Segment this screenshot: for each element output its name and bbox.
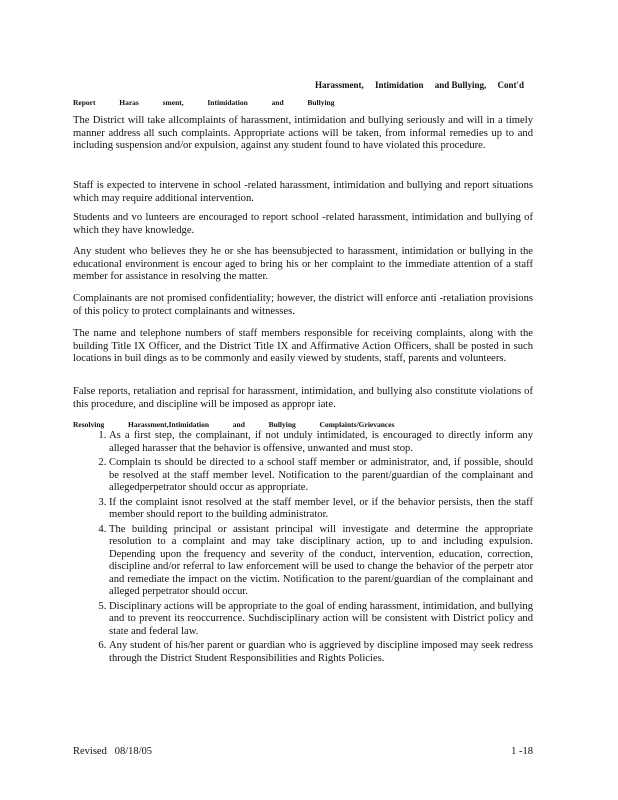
list-item: 3. If the complaint isnot resolved at the staff member level, or if the behavior persists, then the staff member should report to the building administrator. — [109, 497, 533, 522]
list-item: 1. As a first step, the complainant, if not unduly intimidated, is encouraged to directly inform any alleged harasser that the behavior is offensive, unwanted and must stop. — [109, 430, 533, 455]
page-header-title: Harassment, Intimidation and Bullying, Cont'd — [315, 80, 525, 90]
resolution-steps-list — [73, 430, 533, 667]
paragraph: False reports, retaliation and reprisal for harassment, intimidation, and bullying also constitute violations of this procedure, and discipline will be imposed as appropr iate. — [73, 386, 533, 410]
paragraph: Staff is expected to intervene in school -related harassment, intimidation and bullying and report situations which may require additional intervention. — [73, 180, 533, 204]
list-item: 5. Disciplinary actions will be appropriate to the goal of ending harassment, intimidation, and bullying and to prevent its reoccurrence. Suchdisciplinary action will be consistent with District policy and state and federal law. — [109, 601, 533, 639]
paragraph: Complainants are not promised confidentiality; however, the district will enforce anti -retaliation provisions of this policy to protect complainants and witnesses. — [73, 293, 533, 317]
paragraph: Students and vo lunteers are encouraged to report school -related harassment, intimidation and bullying of which they have knowledge. — [73, 212, 533, 236]
section-heading-report: Report Haras sment, Intimidation and Bullying — [73, 98, 335, 107]
revised-date: Revised 08/18/05 — [73, 746, 153, 757]
section-heading-resolving: Resolving Harassment,Intimidation and Bullying Complaints/Grievances — [73, 420, 395, 429]
list-item: 2. Complain ts should be directed to a school staff member or administrator, and, if possible, should be resolved at the staff member level. Notification to the parent/guardian of the complainant and allegedperpetrator should occur as appropriate. — [109, 457, 533, 495]
paragraph: Any student who believes they he or she has beensubjected to harassment, intimidation or bullying in the educational environment is encour aged to bring his or her complaint to the immediate attention of a staff member for assistance in resolving the matter. — [73, 246, 533, 282]
page-number: 1 -18 — [511, 746, 533, 757]
paragraph: The name and telephone numbers of staff members responsible for receiving complaints, along with the building Title IX Officer, and the District Title IX and Affirmative Action Officers, shall be posted in such locations in buil dings as to be commonly and easily viewed by students, staff, parents and volunteers. — [73, 328, 533, 364]
list-item: 4. The building principal or assistant principal will investigate and determine the appropriate resolution to a complaint and may take disciplinary action, up to and including expulsion. Depending upon the frequency and severity of the conduct, intervention, education, correction, discipline and/or referral to law enforcement will be used to change the behavior of the perpetr ator and remediate the impact on the victim. Notification to the parent/guardian of the complainant and alleged perpetrator should occur. — [109, 524, 533, 599]
paragraph: The District will take allcomplaints of harassment, intimidation and bullying seriously and will in a timely manner address all such complaints. Appropriate actions will be taken, from informal remedies up to and including suspension and/or expulsion, against any student found to have violated this procedure. — [73, 115, 533, 151]
list-item: 6. Any student of his/her parent or guardian who is aggrieved by discipline imposed may seek redress through the District Student Responsibilities and Rights Policies. — [109, 640, 533, 665]
